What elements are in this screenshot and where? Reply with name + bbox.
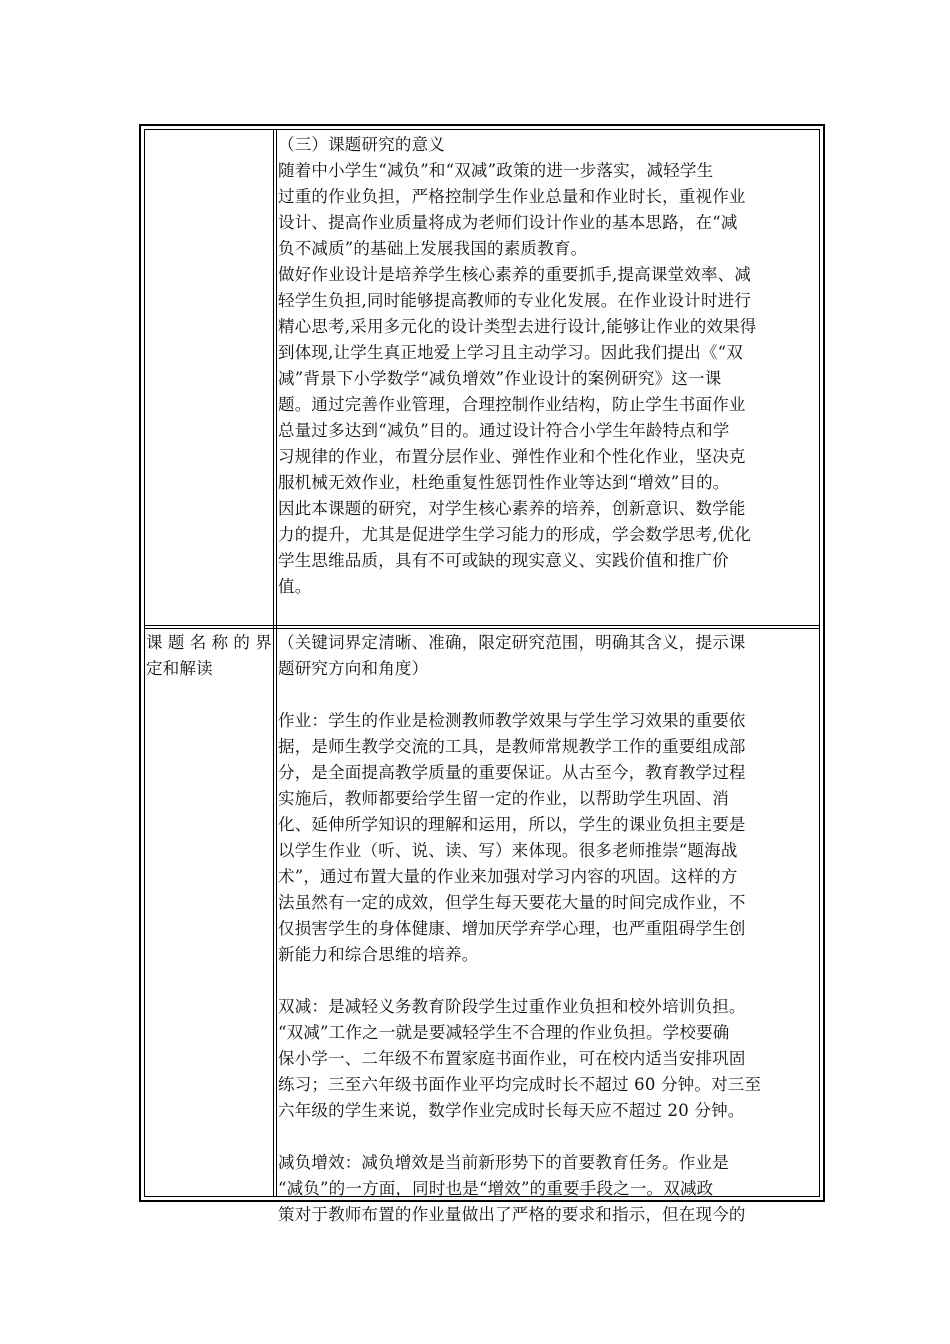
text-line: 做好作业设计是培养学生核心素养的重要抓手,提高课堂效率、减	[278, 265, 752, 284]
text-line: 减”背景下小学数学“减负增效”作业设计的案例研究》这一课	[278, 369, 722, 388]
text-line: “减负”的一方面，同时也是“增效”的重要手段之一。双减政	[278, 1179, 714, 1198]
text-line: 减负增效：减负增效是当前新形势下的首要教育任务。作业是	[278, 1153, 729, 1172]
column-divider	[273, 130, 274, 1196]
text-line: 术”，通过布置大量的作业来加强对学习内容的巩固。这样的方	[278, 867, 738, 886]
text-line: 力的提升，尤其是促进学生学习能力的形成，学会数学思考,优化	[278, 525, 752, 544]
text-line: 六年级的学生来说，数学作业完成时长每天应不超过 20 分钟。	[278, 1101, 745, 1120]
intro-line: （关键词界定清晰、准确，限定研究范围，明确其含义，提示课	[278, 633, 746, 652]
text-line: 保小学一、二年级不布置家庭书面作业，可在校内适当安排巩固	[278, 1049, 746, 1068]
text-line: 题。通过完善作业管理，合理控制作业结构，防止学生书面作业	[278, 395, 746, 414]
text-line: 设计、提高作业质量将成为老师们设计作业的基本思路，在“减	[278, 213, 738, 232]
text-line: 分，是全面提高教学质量的重要保证。从古至今，教育教学过程	[278, 763, 746, 782]
text-line: 作业：学生的作业是检测教师教学效果与学生学习效果的重要依	[278, 711, 746, 730]
text-line: 随着中小学生“减负”和“双减”政策的进一步落实，减轻学生	[278, 161, 714, 180]
text-line: 负不减质”的基础上发展我国的素质教育。	[278, 239, 588, 258]
text-line: 精心思考,采用多元化的设计类型去进行设计,能够让作业的效果得	[278, 317, 757, 336]
text-line: 因此本课题的研究，对学生核心素养的培养，创新意识、数学能	[278, 499, 746, 518]
row-divider	[145, 625, 819, 626]
text-line: 学生思维品质，具有不可或缺的现实意义、实践价值和推广价	[278, 551, 729, 570]
text-line: 化、延伸所学知识的理解和运用，所以，学生的课业负担主要是	[278, 815, 746, 834]
table-inner-border	[144, 129, 820, 1224]
section-heading: （三）课题研究的意义	[278, 135, 445, 154]
text-line: 策对于教师布置的作业量做出了严格的要求和指示，但在现今的	[278, 1205, 746, 1224]
text-line: 双减：是减轻义务教育阶段学生过重作业负担和校外培训负担。	[278, 997, 746, 1016]
text-line: 总量过多达到“减负”目的。通过设计符合小学生年龄特点和学	[278, 421, 730, 440]
blank-line	[278, 968, 817, 994]
text-line: 据，是师生教学交流的工具，是教师常规教学工作的重要组成部	[278, 737, 746, 756]
text-line: 到体现,让学生真正地爱上学习且主动学习。因此我们提出《“双	[278, 343, 743, 362]
row1-content-cell	[278, 132, 817, 600]
text-line: 服机械无效作业，杜绝重复性惩罚性作业等达到“增效”目的。	[278, 473, 730, 492]
text-line: 仅损害学生的身体健康、增加厌学弃学心理，也严重阻碍学生创	[278, 919, 746, 938]
text-line: 习规律的作业，布置分层作业、弹性作业和个性化作业，坚决克	[278, 447, 746, 466]
column-divider-double	[276, 130, 277, 1196]
text-line: 新能力和综合思维的培养。	[278, 945, 479, 964]
text-line: 轻学生负担,同时能够提高教师的专业化发展。在作业设计时进行	[278, 291, 752, 310]
row-divider-double	[145, 628, 819, 629]
row2-label-cell	[146, 630, 272, 682]
intro-line: 题研究方向和角度）	[278, 659, 429, 678]
text-line: 实施后，教师都要给学生留一定的作业，以帮助学生巩固、消	[278, 789, 729, 808]
form-table	[139, 124, 825, 1224]
text-line: 值。	[278, 577, 312, 596]
text-line: “双减”工作之一就是要减轻学生不合理的作业负担。学校要确	[278, 1023, 730, 1042]
text-line: 练习；三至六年级书面作业平均完成时长不超过 60 分钟。对三至	[278, 1075, 762, 1094]
text-line: 法虽然有一定的成效，但学生每天要花大量的时间完成作业，不	[278, 893, 746, 912]
row2-label: 定和解读	[146, 659, 213, 678]
blank-line	[278, 1124, 817, 1150]
row2-label: 课题名称的界	[146, 633, 272, 652]
text-line: 以学生作业（听、说、读、写）来体现。很多老师推崇“题海战	[278, 841, 738, 860]
blank-line	[278, 682, 817, 708]
row2-content-cell	[278, 630, 817, 1228]
text-line: 过重的作业负担，严格控制学生作业总量和作业时长，重视作业	[278, 187, 746, 206]
